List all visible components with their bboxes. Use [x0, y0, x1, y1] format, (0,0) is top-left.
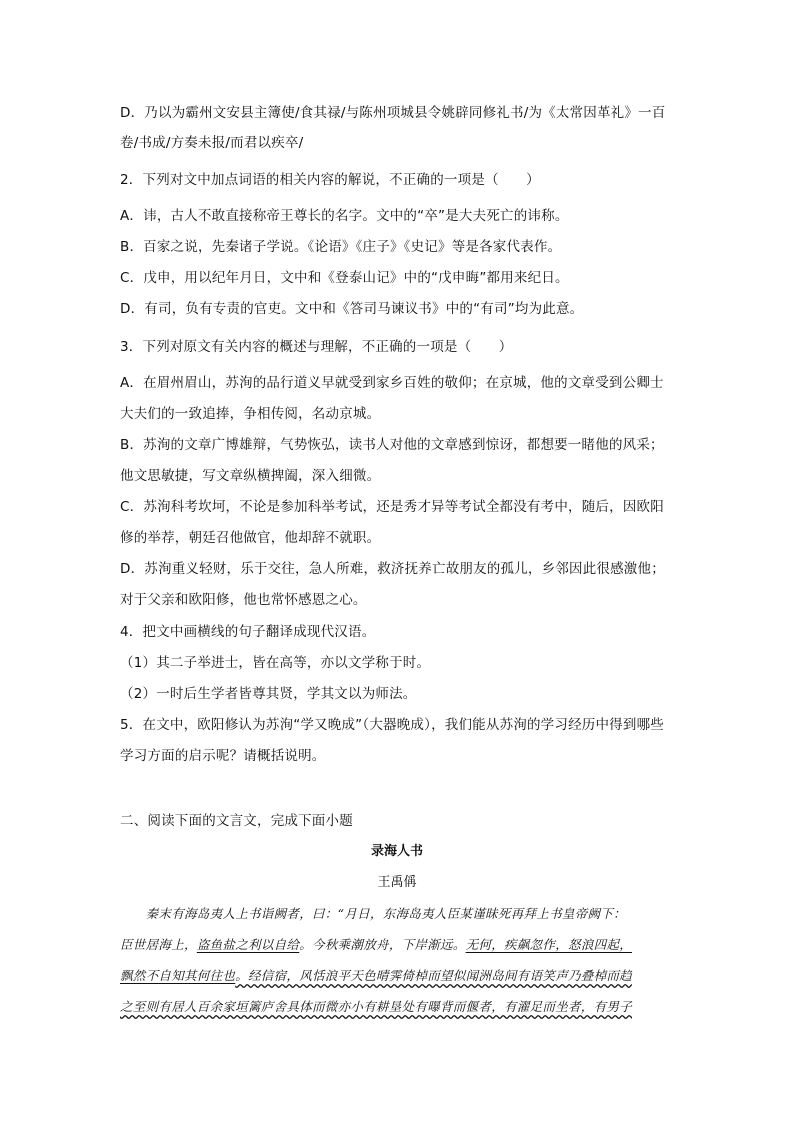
q3-option-b-line2: 他文思敏捷，写文章纵横捭阖，深入细微。 [120, 468, 381, 484]
q3-option-c-line1: C．苏洵科考坎坷，不论是参加科举考试，还是秀才异等考试全都没有考中，随后，因欧阳 [120, 499, 664, 515]
q2-option-a: A．讳，古人不敢直接称帝王尊长的名字。文中的“卒”是大夫死亡的讳称。 [120, 208, 569, 224]
q1-option-d-line2: 卷/书成/方奏未报/而君以疾卒/ [120, 135, 304, 151]
q3-option-a-line1: A．在眉州眉山，苏洵的品行道义早就受到家乡百姓的敬仰；在京城，他的文章受到公卿士 [120, 375, 664, 391]
passage-line2 [120, 935, 632, 955]
q3-option-a-line2: 大夫们的一致追捧，争相传阅，名动京城。 [120, 406, 381, 422]
passage-line2-text-a: 臣世居海上， [120, 937, 197, 952]
q2-option-b: B．百家之说，先秦诸子学说。《论语》《庄子》《史记》等是各家代表作。 [120, 239, 562, 255]
passage-line1 [120, 904, 626, 924]
q2-stem: 2．下列对文中加点词语的相关内容的解说，不正确的一项是（ ） [120, 172, 540, 188]
q3-option-b-line1: B．苏洵的文章广博雄辩，气势恢弘，读书人对他的文章感到惊讶，都想要一睹他的风采； [120, 437, 664, 453]
passage-title: 录海人书 [370, 844, 423, 859]
q4-stem: 4．把文中画横线的句子翻译成现代汉语。 [120, 624, 376, 640]
passage-underlined-sentence-1a: 无何，疾飙忽作，怒浪四起， [465, 937, 633, 952]
q2-option-d: D．有司，负有专责的官吏。文中和《答司马谏议书》中的“有司”均为此意。 [120, 301, 584, 317]
passage-wavy-underlined-text-a: 。经信宿，风恬浪平天色晴霁倚棹而望似闻洲岛间有语笑声乃叠棹而趋 [235, 968, 633, 983]
q1-option-d-line1: D．乃以为霸州文安县主簿使/食其禄/与陈州项城县令姚辟同修礼书/为《太常因革礼》一百 [120, 105, 666, 121]
q3-option-d-line2: 对于父亲和欧阳修，他也常怀感恩之心。 [120, 592, 367, 608]
q3-option-c-line2: 修的举荐，朝廷召他做官，他却辞不就职。 [120, 530, 381, 546]
passage-underlined-sentence-1b: 飘然不自知其何往也 [120, 968, 236, 983]
q3-option-d-line1: D．苏洵重义轻财，乐于交往，急人所难，救济抚养亡故朋友的孤儿，乡邻因此很感激他； [120, 561, 665, 577]
q2-option-c: C．戊申，用以纪年月日，文中和《登泰山记》中的“戊申晦”都用来纪日。 [120, 270, 569, 286]
q4-sentence-1: （1）其二子举进士，皆在高等，亦以文学称于时。 [120, 655, 431, 671]
q4-sentence-2: （2）一时后生学者皆尊其贤，学其文以为师法。 [120, 686, 417, 702]
passage-author: 王禹偁 [377, 875, 417, 890]
passage-line2-text-c: 。今秋乘潮放舟，下岸渐远。 [299, 937, 466, 952]
passage-line1-text: 秦末有海岛夷人上书诣阙者，曰：“月日，东海岛夷人臣某谨昧死再拜上书皇帝阙下： [120, 906, 626, 921]
passage-line3 [120, 966, 632, 986]
section2-heading: 二、阅读下面的文言文，完成下面小题 [120, 813, 353, 829]
q5-line2: 学习方面的启示呢？请概括说明。 [120, 748, 326, 764]
passage-line4 [120, 997, 632, 1017]
passage-wavy-underlined-text-b: 之至则有居人百余家垣篱庐舍具体而微亦小有耕垦处有曝背而偃者，有濯足而坐者，有男子 [120, 999, 633, 1014]
q5-line1: 5．在文中，欧阳修认为苏洵“学又晚成”（大器晚成），我们能从苏洵的学习经历中得到哪些 [120, 717, 664, 733]
passage-underlined-phrase: 盗鱼盐之利以自给 [196, 937, 300, 952]
q3-stem: 3．下列对原文有关内容的概述与理解，不正确的一项是（ ） [120, 339, 513, 355]
